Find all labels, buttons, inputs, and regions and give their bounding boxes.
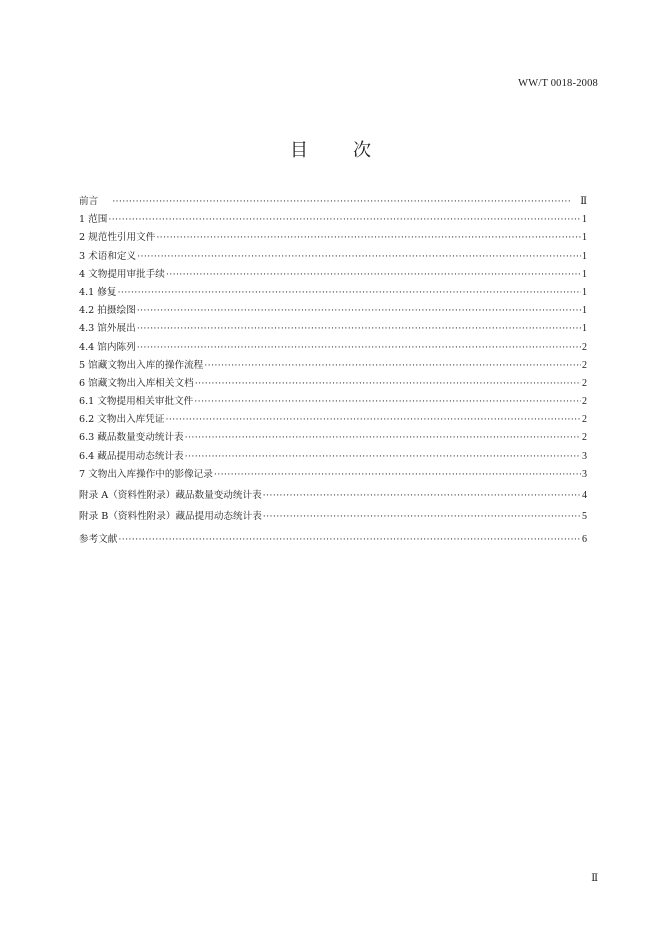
toc-entry[interactable] — [79, 357, 587, 375]
toc-entry[interactable] — [79, 248, 587, 266]
page-title — [0, 136, 662, 162]
toc-entry-label: 附录 B（资料性附录）藏品提用动态统计表 — [79, 511, 262, 523]
toc-leader-dots — [185, 429, 581, 447]
toc-entry-label: 4.3 馆外展出 — [79, 323, 136, 335]
toc-leader-dots — [194, 393, 581, 411]
toc-entry-page: 4 — [582, 490, 587, 501]
toc-entry[interactable] — [79, 448, 587, 466]
toc-entry-page: 2 — [582, 414, 587, 426]
toc-entry-label: 4 文物提用审批手续 — [79, 268, 165, 280]
toc-leader-dots — [112, 193, 572, 211]
toc-entry-label: 6 馆藏文物出入库相关文档 — [79, 377, 194, 389]
toc-entry-page: 2 — [582, 432, 587, 444]
toc-entry-label: 前言 — [79, 196, 99, 207]
toc-entry-page: 3 — [582, 468, 587, 480]
toc-leader-dots — [263, 487, 581, 505]
toc-entry-label: 6.3 藏品数量变动统计表 — [79, 432, 184, 444]
toc-entry-page: 1 — [582, 214, 587, 226]
toc-entry-label: 6.4 藏品提用动态统计表 — [79, 450, 184, 462]
toc-entry-label: 附录 A（资料性附录）藏品数量变动统计表 — [79, 490, 262, 501]
document-code: WW/T 0018-2008 — [518, 78, 598, 89]
toc-entry-page: 5 — [582, 511, 587, 523]
toc-leader-dots — [137, 302, 581, 320]
title-char-2: 次 — [353, 140, 372, 161]
toc-leader-dots — [263, 508, 581, 526]
toc-entry-page: 2 — [582, 341, 587, 353]
toc-leader-dots — [214, 466, 581, 484]
title-char-1: 目 — [290, 140, 309, 161]
toc-entry[interactable] — [79, 339, 587, 357]
toc-leader-dots — [137, 320, 581, 338]
toc-leader-dots — [165, 411, 581, 429]
toc-entry-page: 1 — [582, 323, 587, 335]
toc-entry-label: 4.4 馆内陈列 — [79, 341, 136, 353]
toc-entry[interactable] — [79, 284, 587, 302]
table-of-contents — [79, 193, 587, 550]
toc-entry[interactable] — [79, 393, 587, 411]
toc-entry[interactable] — [79, 320, 587, 338]
toc-entry-label: 5 馆藏文物出入库的操作流程 — [79, 359, 204, 371]
toc-entry-label: 参考文献 — [79, 534, 118, 546]
toc-entry[interactable] — [79, 211, 587, 229]
toc-leader-dots — [185, 448, 581, 466]
toc-entry-page: 2 — [582, 396, 587, 408]
toc-entry[interactable] — [79, 466, 587, 484]
toc-entry[interactable] — [79, 375, 587, 393]
toc-entry-label: 6.1 文物提用相关审批文件 — [79, 396, 194, 408]
toc-entry-page: 1 — [582, 286, 587, 298]
toc-entry-label: 7 文物出入库操作中的影像记录 — [79, 468, 213, 480]
toc-entry[interactable] — [79, 266, 587, 284]
toc-entry-preface[interactable] — [79, 193, 587, 211]
toc-entry[interactable] — [79, 508, 587, 526]
toc-entry-label: 3 术语和定义 — [79, 250, 137, 262]
toc-entry-page: 1 — [582, 232, 587, 244]
toc-entry-label: 6.2 文物出入库凭证 — [79, 414, 165, 426]
toc-leader-dots — [137, 248, 581, 266]
toc-entry-page: 1 — [582, 250, 587, 262]
toc-leader-dots — [156, 229, 581, 247]
toc-entry-page: 1 — [582, 268, 587, 280]
toc-entry[interactable] — [79, 487, 587, 505]
page-number: Ⅱ — [591, 873, 598, 884]
toc-entry[interactable] — [79, 229, 587, 247]
toc-entry-page: 6 — [582, 534, 587, 546]
toc-leader-dots — [137, 339, 581, 357]
toc-leader-dots — [118, 531, 581, 549]
toc-entry-page: 2 — [582, 377, 587, 389]
toc-entry-label: 4.1 修复 — [79, 286, 117, 298]
toc-entry-page: 3 — [582, 450, 587, 462]
toc-leader-dots — [108, 211, 581, 229]
toc-entry-page: 2 — [582, 359, 587, 371]
toc-entry-label: 1 范围 — [79, 214, 108, 226]
toc-entry-page: Ⅱ — [580, 196, 587, 207]
toc-entry-label: 2 规范性引用文件 — [79, 232, 156, 244]
toc-leader-dots — [204, 357, 581, 375]
toc-entry[interactable] — [79, 302, 587, 320]
toc-leader-dots — [195, 375, 581, 393]
toc-entry[interactable] — [79, 411, 587, 429]
toc-leader-dots — [166, 266, 581, 284]
toc-leader-dots — [118, 284, 582, 302]
toc-entry[interactable] — [79, 429, 587, 447]
toc-entry-page: 1 — [582, 305, 587, 317]
toc-entry[interactable] — [79, 531, 587, 549]
toc-entry-label: 4.2 拍摄绘图 — [79, 305, 136, 317]
